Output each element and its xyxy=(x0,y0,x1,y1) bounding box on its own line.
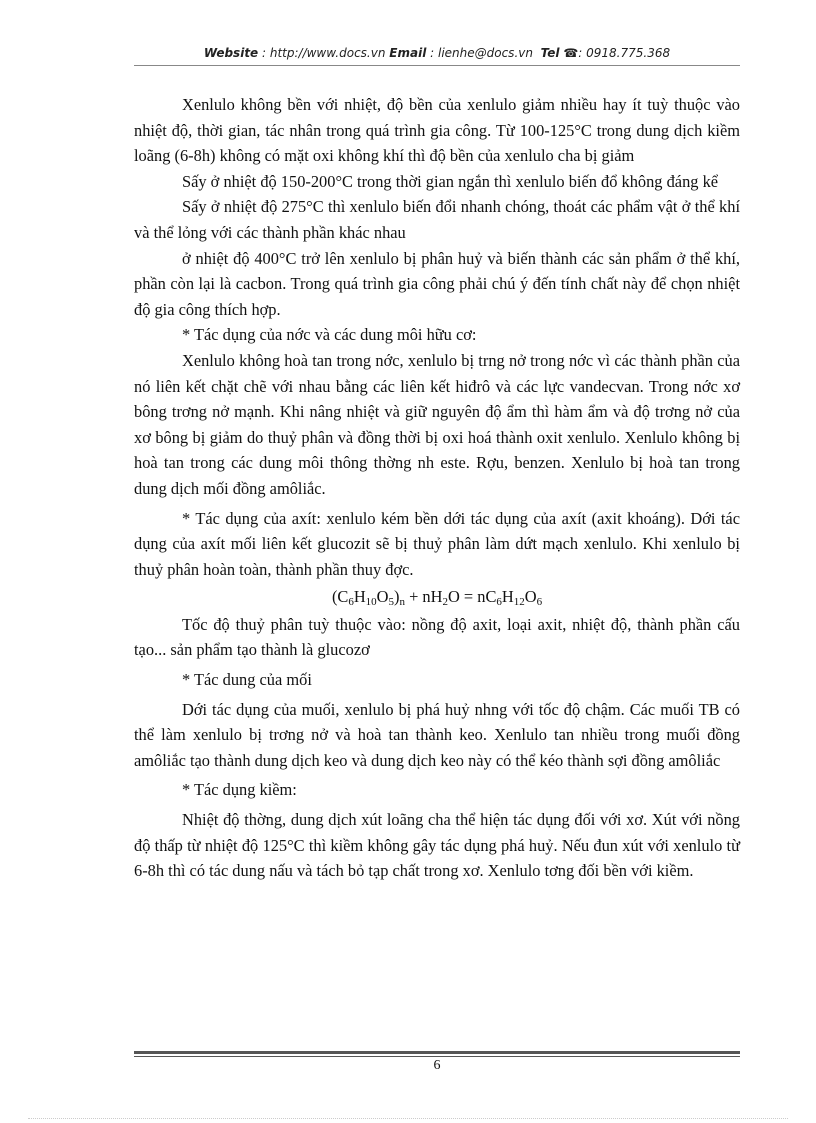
heading-water-solvents: * Tác dụng của nớc và các dung môi hữu cơ: xyxy=(182,325,477,345)
footer-rule-thin xyxy=(134,1056,740,1057)
paragraph-salt: Dới tác dụng của muối, xenlulo bị phá huỷ nhng với tốc độ chậm. Các muối TB có thể làm xenlulo bị trơng nở và hoà tan thành keo. Xenlulo tan nhiều trong muối đồng amôliắc tạo thành dung dịch keo và dung dịch keo này có thể kéo thành sợi đồng amôliắc xyxy=(134,699,740,770)
paragraph-water-solvents: Xenlulo không hoà tan trong nớc, xenlulo bị trng nở trong nớc vì các thành phần của nó liên kết chặt chẽ với nhau bằng các liên kết hiđrô và các lực vandecvan. Trong nớc xơ bông trơng nở mạnh. Khi nâng nhiệt và giữ nguyên độ ẩm thì hàm ẩm và độ trơng nở của xơ bông bị giảm do thuỷ phân và đồng thời bị oxi hoá thành oxit xenlulo. Xenlulo không bị hoà tan trong các dung môi thông thờng nh este. Rợu, benzen. Xenlulo bị hoà tan trong dung dịch mối đồng amôliắc. xyxy=(134,350,740,498)
website-label: Website xyxy=(203,46,259,60)
footer-rule-thick xyxy=(134,1051,740,1054)
formula-subscript: 2 xyxy=(442,596,448,609)
document-body xyxy=(134,92,740,884)
formula-part: O = nC xyxy=(447,587,497,607)
email-label: Email xyxy=(389,46,427,60)
email-separator: : xyxy=(426,46,438,60)
formula-part: H xyxy=(353,587,366,607)
formula-subscript: 6 xyxy=(348,596,354,609)
paragraph-hydrolysis-rate: Tốc độ thuỷ phân tuỳ thuộc vào: nồng độ axit, loại axit, nhiệt độ, thành phần cấu tạo... sản phẩm tạo thành là glucozơ xyxy=(134,614,740,660)
formula-subscript: 6 xyxy=(536,596,543,609)
header-rule xyxy=(134,65,740,66)
phone-icon: ☎ xyxy=(563,46,579,60)
email-value: lienhe@docs.vn xyxy=(437,46,533,60)
heading-salt: * Tác dung của mối xyxy=(182,670,312,690)
formula-part: (C xyxy=(331,587,349,607)
paragraph-alkali: Nhiệt độ thờng, dung dịch xút loãng cha thể hiện tác dụng đối với xơ. Xút với nồng độ thấp từ nhiệt độ 125°C thì kiềm không gây tác dụng phá huỷ. Nếu đun xút với xenlulo từ 6-8h thì có tác dung nấu và tách bỏ tạp chất trong xơ. Xenlulo tơng đối bền với kiềm. xyxy=(134,810,740,881)
formula-part: + nH xyxy=(404,587,443,607)
website-url: http://www.docs.vn xyxy=(269,46,386,60)
formula-subscript: 5 xyxy=(388,596,395,609)
formula-part: ) xyxy=(394,587,400,607)
hydrolysis-formula xyxy=(134,584,740,610)
paragraph-drying-150-200: Sấy ở nhiệt độ 150-200°C trong thời gian ngắn thì xenlulo biến đổ không đáng kể xyxy=(182,171,719,191)
formula-part: O xyxy=(524,587,537,607)
page-number: 6 xyxy=(433,1058,441,1073)
formula-part: H xyxy=(501,587,514,607)
paragraph-400-degrees: ở nhiệt độ 400°C trở lên xenlulo bị phân huỷ và biến thành các sản phẩm ở thể khí, phần còn lại là cacbon. Trong quá trình gia công phải chú ý đến tính chất này để chọn nhiệt độ gia công thích hợp. xyxy=(134,248,740,319)
page-header xyxy=(134,46,740,60)
formula-subscript: 10 xyxy=(365,596,377,609)
paragraph-heat-stability: Xenlulo không bền với nhiệt, độ bền của xenlulo giảm nhiều hay ít tuỳ thuộc vào nhiệt độ, thời gian, tác nhân trong quá trình gia công. Từ 100-125°C trong dung dịch kiềm loãng (6-8h) không có mặt oxi không khí thì độ bền của xenlulo cha bị giảm xyxy=(134,95,740,166)
paragraph-acid: * Tác dụng của axít: xenlulo kém bền dới tác dụng của axít (axit khoáng). Dới tác dụng của axít mối liên kết glucozit sẽ bị thuỷ phân làm dứt mạch xenlulo. Khi xenlulo bị thuỷ phân hoàn toàn, thành phần thuy đợc. xyxy=(134,508,740,579)
paragraph-drying-275: Sấy ở nhiệt độ 275°C thì xenlulo biến đổi nhanh chóng, thoát các phẩm vật ở thể khí và thể lỏng với các thành phần khác nhau xyxy=(134,197,740,242)
heading-alkali: * Tác dụng kiềm: xyxy=(182,780,297,800)
website-separator: : xyxy=(258,46,270,60)
formula-subscript: 12 xyxy=(513,596,525,609)
formula-part: O xyxy=(376,587,389,607)
page-edge-divider xyxy=(28,1118,788,1119)
formula-subscript: 6 xyxy=(496,596,502,609)
formula-subscript: n xyxy=(399,596,405,609)
tel-label: Tel xyxy=(540,46,560,60)
tel-value: : 0918.775.368 xyxy=(578,46,671,60)
